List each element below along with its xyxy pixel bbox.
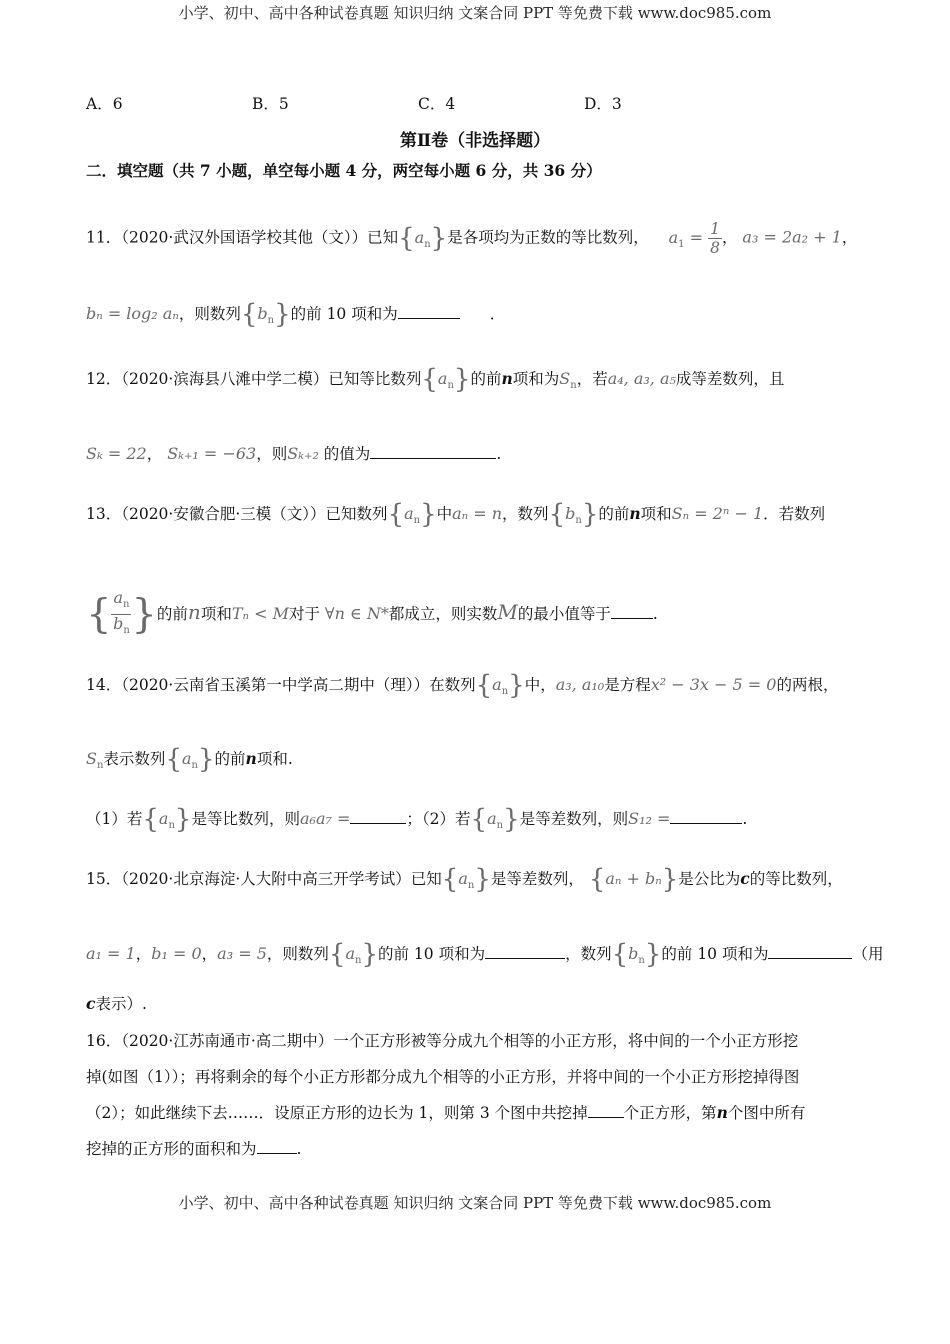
math-an-eq-n: aₙ = n: [452, 504, 503, 523]
math-seq-an: $\{a_n\}$: [142, 804, 192, 835]
math-S12: S₁₂ =: [628, 809, 671, 828]
math-seq-an: $\{a_n\}$: [165, 744, 215, 775]
math-a6a7: a₆a₇ =: [299, 809, 351, 828]
math-forall-n: ∀n ∈ N*: [324, 604, 389, 623]
page-footer: 小学、初中、高中各种试卷真题 知识归纳 文案合同 PPT 等免费下载 www.doc985.com: [178, 1194, 772, 1212]
option-d: D．3: [584, 95, 622, 113]
answer-blank: [611, 604, 653, 619]
page-header: 小学、初中、高中各种试卷真题 知识归纳 文案合同 PPT 等免费下载 www.doc985.com: [178, 4, 772, 22]
math-seq-an: $\{a_n\}$: [441, 864, 491, 895]
math-Sn: $S_n$: [86, 749, 104, 772]
question-11-line-2: bₙ = log₂ aₙ，则数列$\{b_n\}$的前 10 项和为 ．: [86, 299, 506, 330]
answer-blank: [370, 444, 496, 459]
question-12-line-2: Sₖ = 22， Sₖ₊₁ = −63，则Sₖ₊₂ 的值为 .: [86, 444, 502, 463]
math-a3-eq-5: a₃ = 5: [217, 944, 267, 963]
math-seq-an: $\{a_n\}$: [470, 804, 520, 835]
math-b1-eq-0: b₁ = 0: [151, 944, 202, 963]
answer-blank: [588, 1103, 624, 1118]
answer-blank: [670, 809, 742, 824]
math-a1-eq-1: a₁ = 1: [86, 944, 136, 963]
math-seq-an: $\{a_n\}$: [421, 364, 471, 395]
section-title: 第Ⅱ卷（非选择题）: [399, 131, 551, 151]
answer-blank: [768, 944, 852, 959]
answer-blank: [485, 944, 565, 959]
question-12-line-1: 12．（2020·滨海县八滩中学二模）已知等比数列$\{a_n\}$的前n项和为$S_n$，若a₄, a₃, a₅成等差数列，且: [86, 364, 785, 395]
math-a3: a₃ = 2a₂ + 1: [742, 227, 842, 247]
question-14-line-1: 14．（2020·云南省玉溪第一中学高二期中（理））在数列$\{a_n\}$中，a₃, a₁₀是方程x² − 3x − 5 = 0的两根，: [86, 670, 839, 701]
math-a4-a3-a5: a₄, a₃, a₅: [607, 369, 676, 388]
math-Sn-eq: Sₙ = 2ⁿ − 1: [671, 504, 764, 523]
math-seq-an-plus-bn: {aₙ + bₙ}: [588, 864, 679, 895]
math-Sk1: Sₖ₊₁ = −63: [167, 444, 257, 463]
question-13-line-1: 13．（2020·安徽合肥·三模（文））已知数列$\{a_n\}$中aₙ = n，数列$\{b_n\}$的前n项和Sₙ = 2ⁿ − 1．若数列: [86, 499, 826, 530]
math-fraction-1-8: $\frac{1}{8}$: [710, 220, 720, 257]
math-seq-an: $\{a_n\}$: [387, 499, 437, 530]
question-16-line-2: 掉(如图（1））；再将剩余的每个小正方形都分成九个相等的小正方形，并将中间的一个小正方形挖掉得图: [86, 1068, 800, 1086]
answer-blank: [398, 304, 460, 319]
math-seq-an-over-bn: { $\frac{a_n}{b_n}$ }: [86, 587, 157, 638]
math-Sk: Sₖ = 22: [86, 444, 147, 463]
answer-blank: [350, 809, 406, 824]
question-11-line-1: 11．（2020·武汉外国语学校其他（文））已知$\{a_n\}$是各项均为正数的等比数列， $a_1$ = $\frac{1}{8}$ ， a₃ = 2a₂ + 1，: [86, 220, 858, 257]
math-a3-a10: a₃, a₁₀: [555, 675, 605, 694]
math-Tn-lt-M: Tₙ < M: [231, 604, 289, 623]
question-14-line-3: （1）若$\{a_n\}$是等比数列，则a₆a₇ = ；（2）若$\{a_n\}$是等差数列，则S₁₂ = .: [86, 804, 748, 835]
math-quadratic: x² − 3x − 5 = 0: [650, 675, 777, 694]
math-a1: $a_1$ =: [668, 227, 709, 250]
math-Sn: $S_n$: [559, 369, 577, 392]
math-Sk2: Sₖ₊₂: [287, 444, 319, 463]
question-15-line-3: c表示）.: [86, 994, 147, 1013]
question-16-line-3: （2）；如此继续下去……．设原正方形的边长为 1，则第 3 个图中共挖掉 个正方形，第n个图中所有: [86, 1103, 806, 1122]
option-a: A．6: [86, 95, 123, 113]
section-heading: 二．填空题（共 7 小题，单空每小题 4 分，两空每小题 6 分，共 36 分）: [86, 161, 602, 180]
math-bn: bₙ = log₂ aₙ: [86, 304, 179, 323]
math-seq-bn: $\{b_n\}$: [240, 299, 291, 330]
question-14-line-2: $S_n$表示数列$\{a_n\}$的前n项和.: [86, 744, 293, 775]
math-seq-bn: $\{b_n\}$: [611, 939, 662, 970]
question-15-line-1: 15．（2020·北京海淀·人大附中高三开学考试）已知$\{a_n\}$是等差数列， {aₙ + bₙ}是公比为c的等比数列，: [86, 864, 843, 895]
math-seq-bn: $\{b_n\}$: [548, 499, 599, 530]
math-seq-an: $\{a_n\}$: [328, 939, 378, 970]
question-16-line-1: 16．（2020·江苏南通市·高二期中）一个正方形被等分成九个相等的小正方形，将中间的一个小正方形挖: [86, 1032, 799, 1050]
question-16-line-4: 挖掉的正方形的面积和为 .: [86, 1140, 302, 1158]
option-c: C．4: [418, 95, 456, 113]
question-13-line-2: { $\frac{a_n}{b_n}$ }的前n项和Tₙ < M对于 ∀n ∈ N*都成立，则实数M的最小值等于 .: [86, 587, 658, 638]
question-15-line-2: a₁ = 1，b₁ = 0，a₃ = 5，则数列$\{a_n\}$的前 10 项和为 ，数列$\{b_n\}$的前 10 项和为 （用: [86, 939, 884, 970]
math-seq-an: $\{a_n\}$: [475, 670, 525, 701]
option-b: B．5: [252, 95, 289, 113]
answer-blank: [257, 1139, 297, 1154]
math-seq-an: $\{a_n\}$: [398, 223, 448, 253]
